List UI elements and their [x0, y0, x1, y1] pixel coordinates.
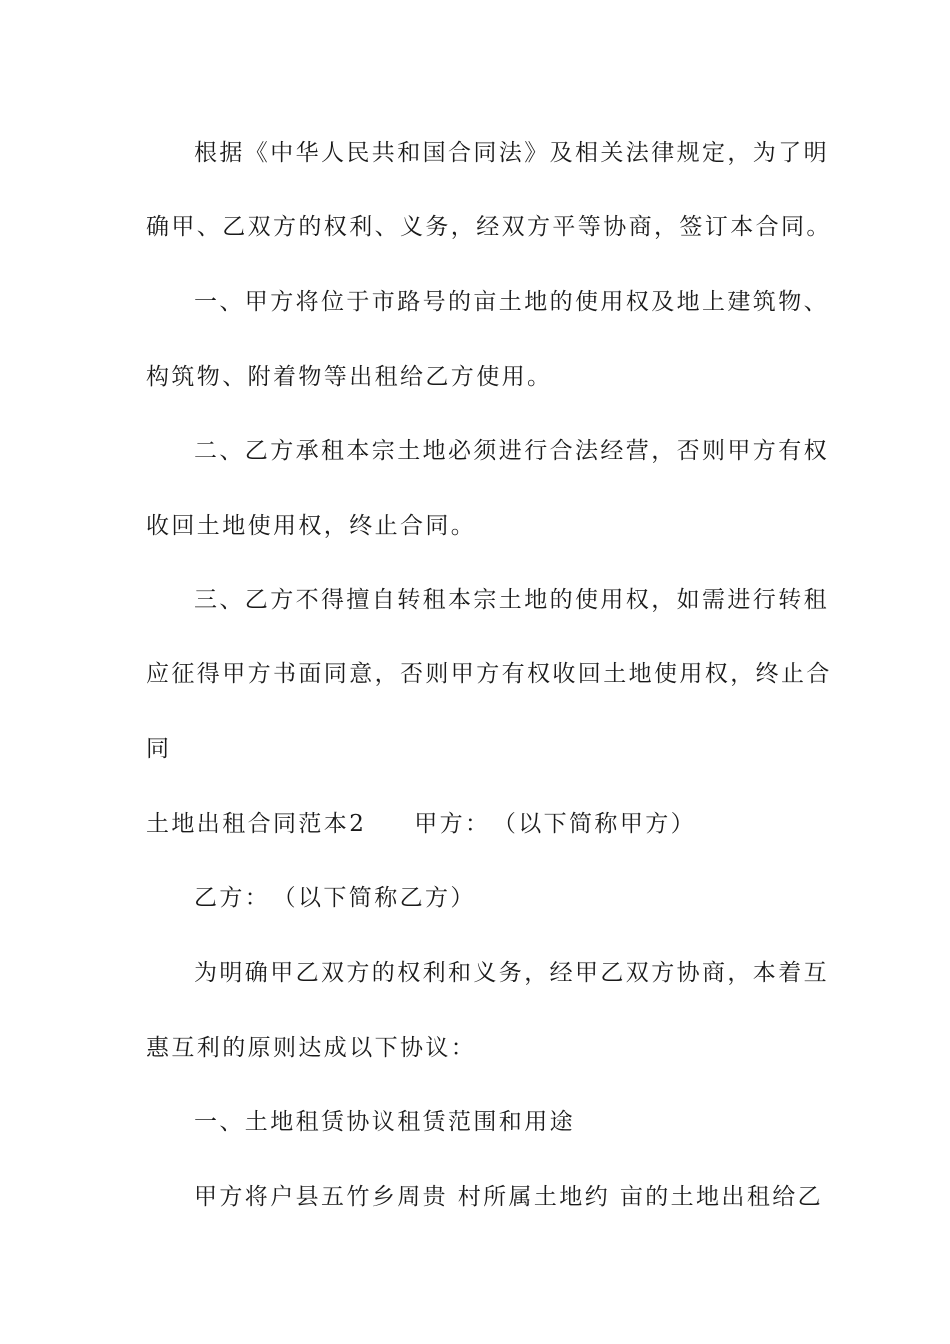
paragraph-line: 惠互利的原则达成以下协议： — [146, 1035, 477, 1061]
paragraph-line: 应征得甲方书面同意，否则甲方有权收回土地使用权，终止合 — [146, 661, 832, 687]
contract-heading-line — [146, 809, 826, 839]
paragraph-line: 三、乙方不得擅自转租本宗土地的使用权，如需进行转租 — [194, 587, 829, 613]
paragraph-line: 确甲、乙双方的权利、义务，经双方平等协商，签订本合同。 — [146, 214, 832, 240]
paragraph-line: 一、甲方将位于市路号的亩土地的使用权及地上建筑物、 — [194, 289, 829, 315]
paragraph-line: 根据《中华人民共和国合同法》及相关法律规定，为了明 — [194, 140, 829, 166]
paragraph-line: 甲方将户县五竹乡周贵 村所属土地约 亩的土地出租给乙 — [194, 1184, 824, 1210]
paragraph-line: 构筑物、附着物等出租给乙方使用。 — [146, 364, 553, 390]
party-b-line: 乙方： （以下简称乙方） — [194, 885, 476, 911]
paragraph-line: 二、乙方承租本宗土地必须进行合法经营，否则甲方有权 — [194, 438, 829, 464]
contract-title: 土地出租合同范本2 — [146, 811, 367, 837]
paragraph-line: 同 — [146, 736, 172, 762]
section-heading: 一、土地租赁协议租赁范围和用途 — [194, 1109, 575, 1135]
paragraph-line: 收回土地使用权，终止合同。 — [146, 513, 477, 539]
party-a-line: 甲方： （以下简称甲方） — [414, 811, 697, 837]
paragraph-line: 为明确甲乙双方的权利和义务，经甲乙双方协商，本着互 — [194, 960, 829, 986]
